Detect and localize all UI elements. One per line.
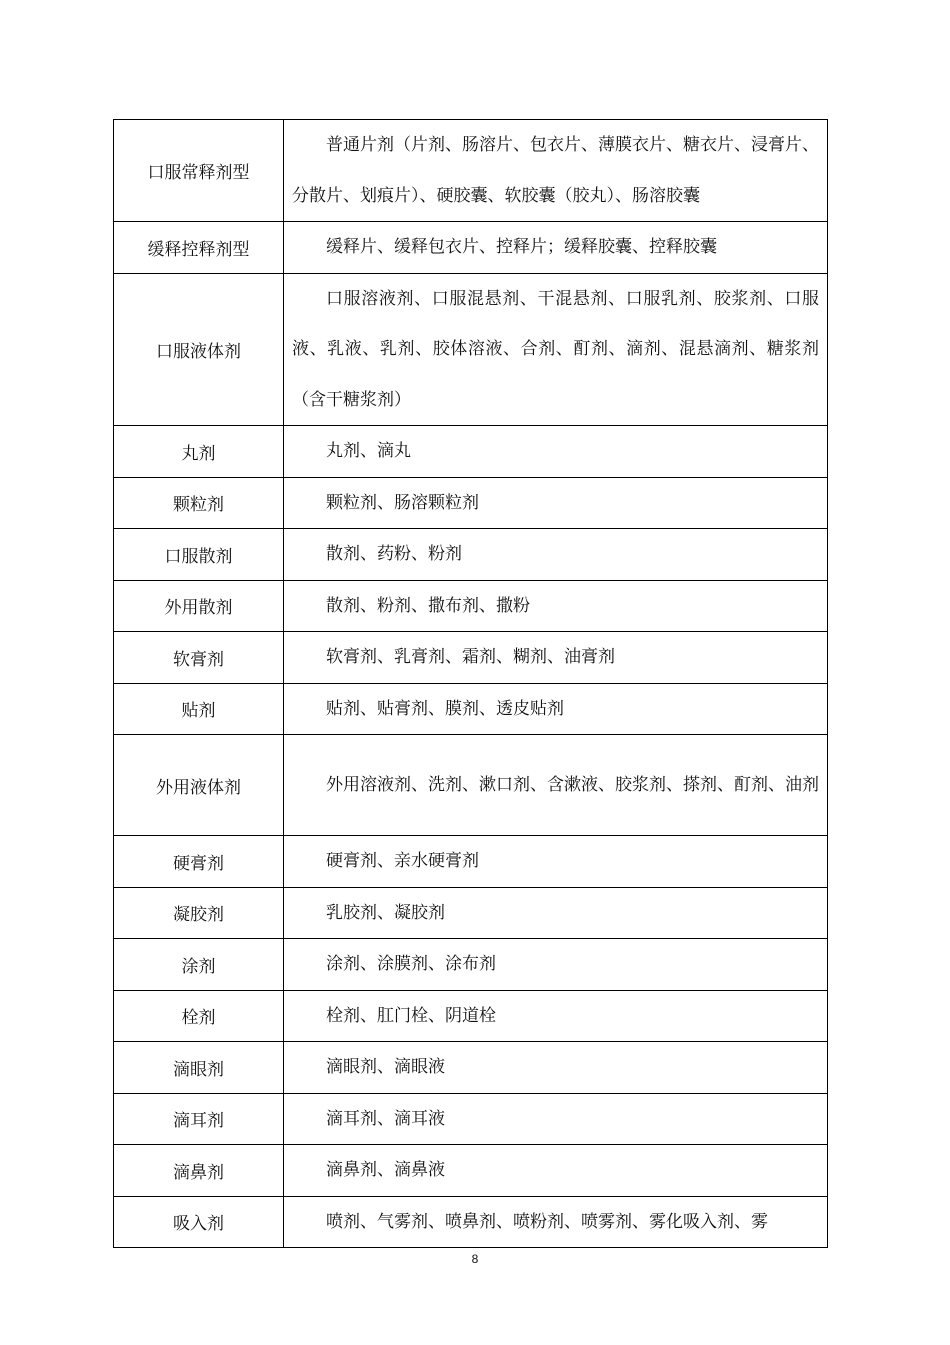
- table-row: [114, 836, 828, 888]
- dosage-forms-cell: 普通片剂（片剂、肠溶片、包衣片、薄膜衣片、糖衣片、浸膏片、分散片、划痕片）、硬胶囊、软胶囊（胶丸）、肠溶胶囊: [284, 120, 828, 222]
- dosage-forms-cell: 缓释片、缓释包衣片、控释片；缓释胶囊、控释胶囊: [284, 222, 828, 274]
- category-cell: 贴剂: [114, 683, 284, 735]
- table-row: [114, 580, 828, 632]
- table-row: [114, 632, 828, 684]
- table-row: [114, 1145, 828, 1197]
- category-cell: 颗粒剂: [114, 477, 284, 529]
- category-cell: 滴眼剂: [114, 1042, 284, 1094]
- table-row: [114, 939, 828, 991]
- dosage-forms-cell: 滴眼剂、滴眼液: [284, 1042, 828, 1094]
- category-cell: 硬膏剂: [114, 836, 284, 888]
- dosage-forms-cell: 贴剂、贴膏剂、膜剂、透皮贴剂: [284, 683, 828, 735]
- dosage-forms-cell: 散剂、粉剂、撒布剂、撒粉: [284, 580, 828, 632]
- dosage-form-table: [113, 119, 828, 1248]
- table-row: [114, 887, 828, 939]
- dosage-forms-cell: 涂剂、涂膜剂、涂布剂: [284, 939, 828, 991]
- table-row: [114, 120, 828, 222]
- dosage-forms-cell: 软膏剂、乳膏剂、霜剂、糊剂、油膏剂: [284, 632, 828, 684]
- category-cell: 滴耳剂: [114, 1093, 284, 1145]
- table-row: [114, 529, 828, 581]
- category-cell: 口服液体剂: [114, 273, 284, 426]
- table-row: [114, 683, 828, 735]
- dosage-forms-cell: 硬膏剂、亲水硬膏剂: [284, 836, 828, 888]
- category-cell: 缓释控释剂型: [114, 222, 284, 274]
- table-row: [114, 222, 828, 274]
- dosage-forms-cell: 喷剂、气雾剂、喷鼻剂、喷粉剂、喷雾剂、雾化吸入剂、雾: [284, 1196, 828, 1248]
- category-cell: 涂剂: [114, 939, 284, 991]
- category-cell: 栓剂: [114, 990, 284, 1042]
- category-cell: 丸剂: [114, 426, 284, 478]
- page-number: 8: [471, 1252, 479, 1266]
- dosage-forms-cell: 丸剂、滴丸: [284, 426, 828, 478]
- category-cell: 外用散剂: [114, 580, 284, 632]
- table-row: [114, 273, 828, 426]
- category-cell: 口服常释剂型: [114, 120, 284, 222]
- table-body: [114, 120, 828, 1248]
- dosage-forms-cell: 颗粒剂、肠溶颗粒剂: [284, 477, 828, 529]
- dosage-forms-cell: 乳胶剂、凝胶剂: [284, 887, 828, 939]
- table-row: [114, 1042, 828, 1094]
- dosage-forms-cell: 外用溶液剂、洗剂、漱口剂、含漱液、胶浆剂、搽剂、酊剂、油剂: [284, 735, 828, 836]
- table-row: [114, 1093, 828, 1145]
- dosage-forms-cell: 散剂、药粉、粉剂: [284, 529, 828, 581]
- category-cell: 滴鼻剂: [114, 1145, 284, 1197]
- dosage-forms-cell: 栓剂、肛门栓、阴道栓: [284, 990, 828, 1042]
- table-row: [114, 426, 828, 478]
- table-row: [114, 1196, 828, 1248]
- category-cell: 口服散剂: [114, 529, 284, 581]
- category-cell: 凝胶剂: [114, 887, 284, 939]
- category-cell: 外用液体剂: [114, 735, 284, 836]
- table-row: [114, 990, 828, 1042]
- table-row: [114, 477, 828, 529]
- table-row: [114, 735, 828, 836]
- dosage-forms-cell: 滴耳剂、滴耳液: [284, 1093, 828, 1145]
- dosage-forms-cell: 口服溶液剂、口服混悬剂、干混悬剂、口服乳剂、胶浆剂、口服液、乳液、乳剂、胶体溶液、合剂、酊剂、滴剂、混悬滴剂、糖浆剂（含干糖浆剂）: [284, 273, 828, 426]
- dosage-forms-cell: 滴鼻剂、滴鼻液: [284, 1145, 828, 1197]
- category-cell: 吸入剂: [114, 1196, 284, 1248]
- category-cell: 软膏剂: [114, 632, 284, 684]
